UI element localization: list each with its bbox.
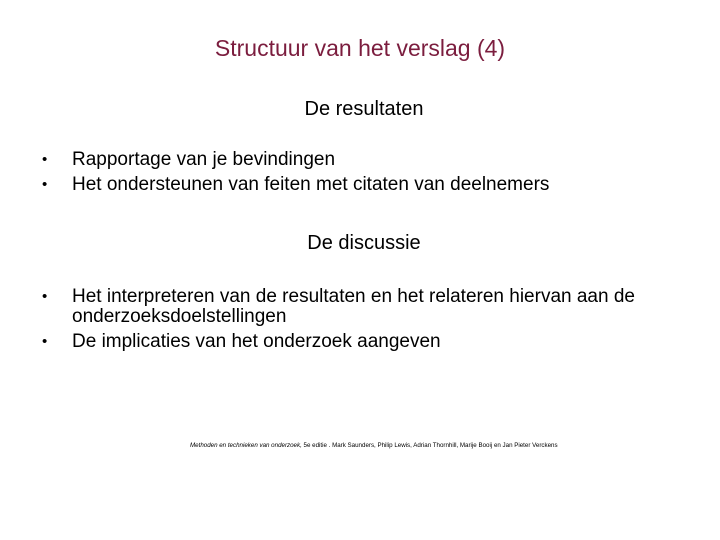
discussion-bullet-list (42, 287, 682, 357)
bullet-text: Het interpreteren van de resultaten en het relateren hiervan aan de onderzoeksdoelstellingen (72, 286, 635, 327)
bullet-text: Rapportage van je bevindingen (72, 149, 336, 170)
bullet-icon: • (42, 176, 48, 193)
citation-book-title: Methoden en technieken van onderzoek, (190, 442, 302, 449)
results-bullet-list (42, 150, 682, 200)
section-heading-results: De resultaten (304, 98, 424, 120)
list-item (42, 175, 682, 195)
section-heading-discussion: De discussie (307, 232, 421, 254)
bullet-text: De implicaties van het onderzoek aangeven (72, 331, 441, 352)
list-item (42, 150, 682, 170)
bullet-icon: • (42, 288, 48, 305)
slide-title: Structuur van het verslag (4) (214, 35, 506, 61)
bullet-text: Het ondersteunen van feiten met citaten van deelnemers (72, 174, 550, 195)
bullet-icon: • (42, 333, 48, 350)
source-citation (190, 442, 690, 450)
list-item (42, 332, 682, 352)
bullet-icon: • (42, 151, 48, 168)
citation-details: 5e editie . Mark Saunders, Philip Lewis, Adrian Thornhill, Marije Booij en Jan Pieter Verckens (301, 442, 558, 449)
list-item (42, 287, 682, 327)
